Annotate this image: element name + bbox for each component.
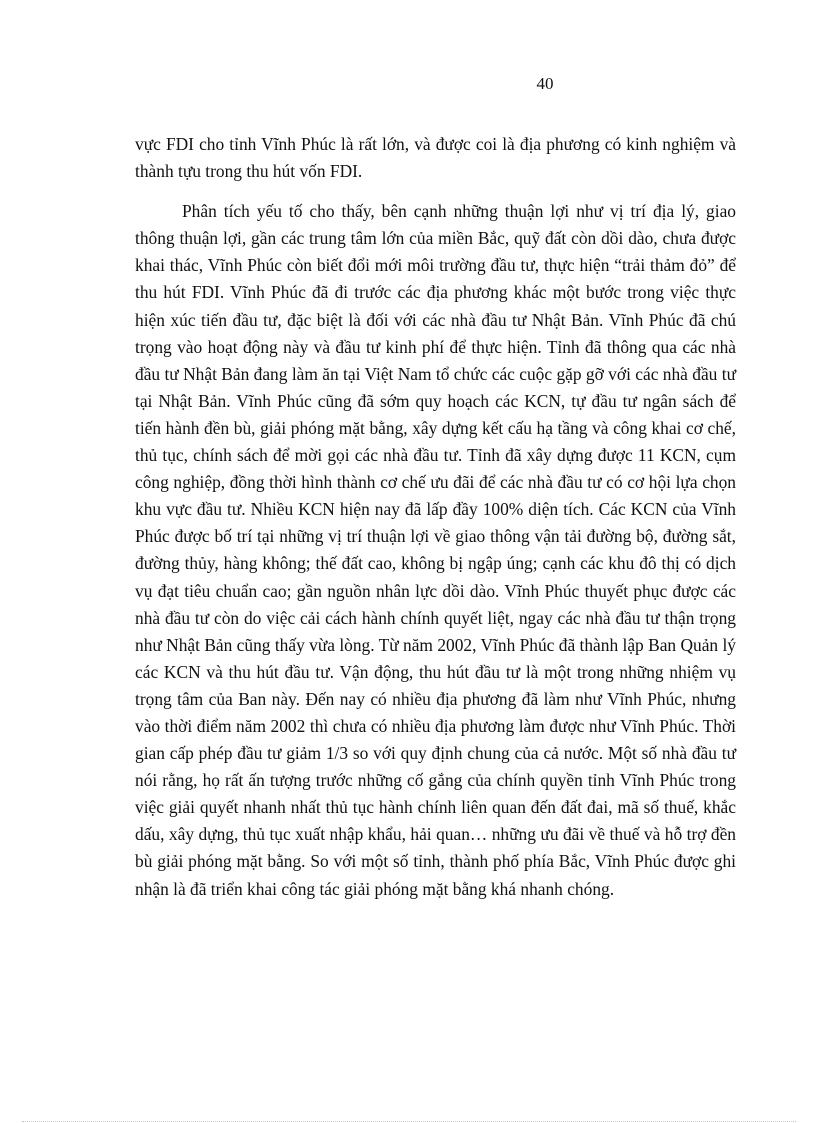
body-text bbox=[135, 131, 736, 903]
paragraph-continuation: vực FDI cho tỉnh Vĩnh Phúc là rất lớn, và được coi là địa phương có kinh nghiệm và thành tựu trong thu hút vốn FDI. bbox=[135, 134, 736, 182]
page-number: 40 bbox=[536, 74, 554, 93]
page-bottom-rule bbox=[22, 1121, 796, 1122]
paragraph-analysis: Phân tích yếu tố cho thấy, bên cạnh những thuận lợi như vị trí địa lý, giao thông thuận lợi, gần các trung tâm lớn của miền Bắc, quỹ đất còn dồi dào, chưa được khai thác, Vĩnh Phúc còn biết đổi mới môi trường đầu tư, thực hiện “trải thảm đỏ” để thu hút FDI. Vĩnh Phúc đã đi trước các địa phương khác một bước trong việc thực hiện xúc tiến đầu tư, đặc biệt là đối với các nhà đầu tư Nhật Bản. Vĩnh Phúc đã chú trọng vào hoạt động này và đầu tư kinh phí để thực hiện. Tỉnh đã thông qua các nhà đầu tư Nhật Bản đang làm ăn tại Việt Nam tổ chức các cuộc gặp gỡ với các nhà đầu tư tại Nhật Bản. Vĩnh Phúc cũng đã sớm quy hoạch các KCN, tự đầu tư ngân sách để tiến hành đền bù, giải phóng mặt bằng, xây dựng kết cấu hạ tầng và công khai cơ chế, thủ tục, chính sách để mời gọi các nhà đầu tư. Tỉnh đã xây dựng được 11 KCN, cụm công nghiệp, đồng thời hình thành cơ chế ưu đãi để các nhà đầu tư có cơ hội lựa chọn khu vực đầu tư. Nhiều KCN hiện nay đã lấp đầy 100% diện tích. Các KCN của Vĩnh Phúc được bố trí tại những vị trí thuận lợi về giao thông vận tải đường bộ, đường sắt, đường thủy, hàng không; thế đất cao, không bị ngập úng; cạnh các khu đô thị có dịch vụ đạt tiêu chuẩn cao; gần nguồn nhân lực dồi dào. Vĩnh Phúc thuyết phục được các nhà đầu tư còn do việc cải cách hành chính quyết liệt, ngay các nhà đầu tư thận trọng như Nhật Bản cũng thấy vừa lòng. Từ năm 2002, Vĩnh Phúc đã thành lập Ban Quản lý các KCN và thu hút đầu tư. Vận động, thu hút đầu tư là một trong những nhiệm vụ trọng tâm của Ban này. Đến nay có nhiều địa phương đã làm như Vĩnh Phúc, nhưng vào thời điểm năm 2002 thì chưa có nhiều địa phương làm được như Vĩnh Phúc. Thời gian cấp phép đầu tư giảm 1/3 so với quy định chung của cả nước. Một số nhà đầu tư nói rằng, họ rất ấn tượng trước những cố gắng của chính quyền tỉnh Vĩnh Phúc trong việc giải quyết nhanh nhất thủ tục hành chính liên quan đến đất đai, mã số thuế, khắc dấu, xây dựng, thủ tục xuất nhập khẩu, hải quan… những ưu đãi về thuế và hỗ trợ đền bù giải phóng mặt bằng. So với một số tỉnh, thành phố phía Bắc, Vĩnh Phúc được ghi nhận là đã triển khai công tác giải phóng mặt bằng khá nhanh chóng. bbox=[135, 201, 736, 899]
